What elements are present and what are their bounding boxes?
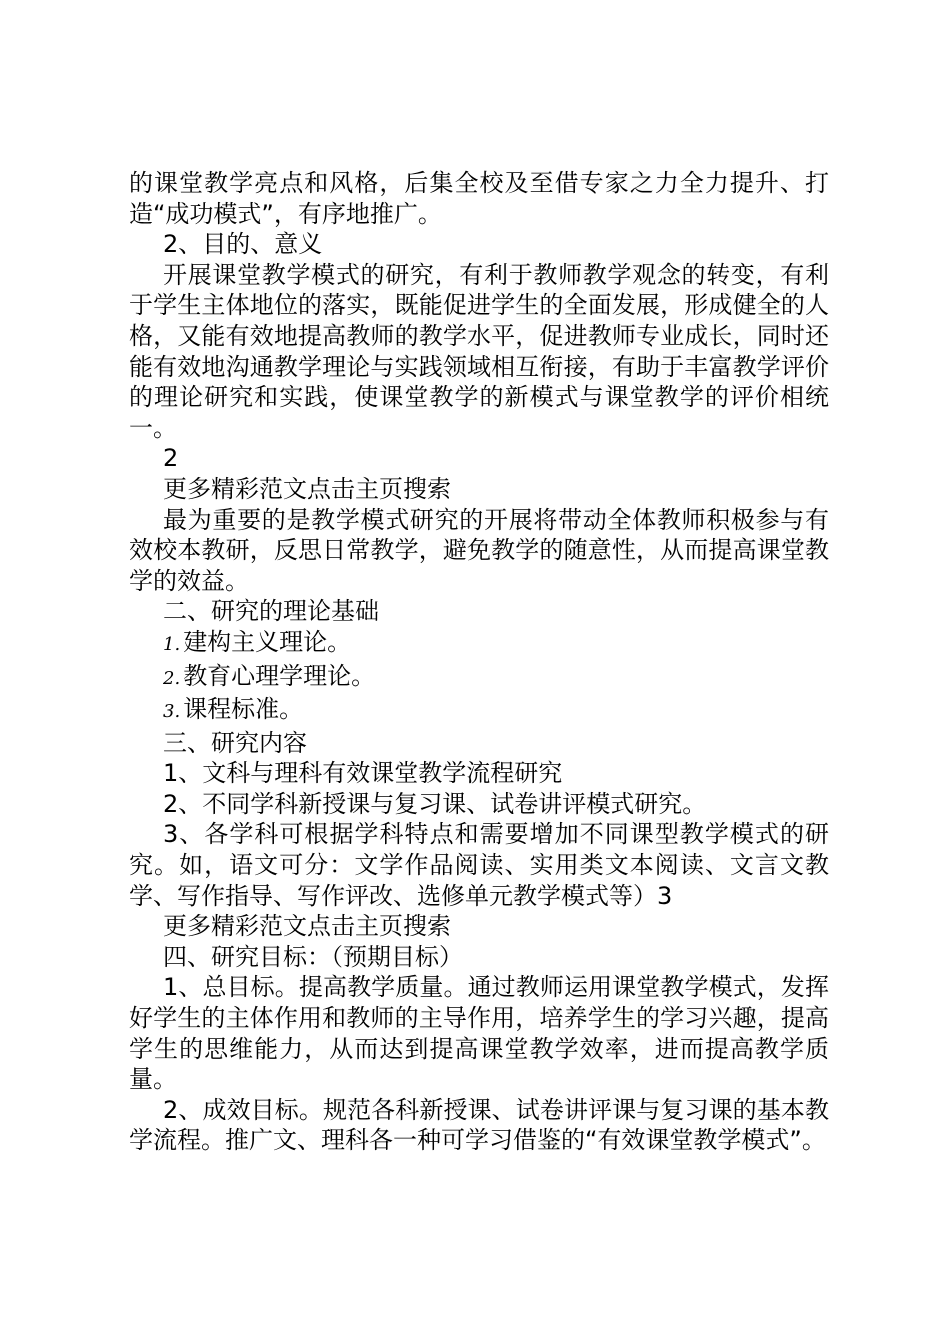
list-item-text: 课程标准。 — [183, 695, 304, 724]
section-heading-theory: 二、研究的理论基础 — [163, 597, 379, 626]
list-item-theory-1 — [129, 627, 829, 661]
promo-line: 更多精彩范文点击主页搜索 — [163, 474, 451, 503]
page-number: 2 — [163, 444, 179, 473]
paragraph-importance: 最为重要的是教学模式研究的开展将带动全体教师积极参与有效校本教研，反思日常教学，避免教学的随意性，从而提高课堂教学的效益。 — [129, 505, 829, 595]
list-item-theory-2 — [129, 661, 829, 695]
goal-item-1: 1、总目标。提高教学质量。通过教师运用课堂教学模式，发挥好学生的主体作用和教师的主导作用，培养学生的学习兴趣，提高学生的思维能力，从而达到提高课堂教学效率，进而提高教学质量。 — [129, 973, 829, 1094]
content-item-3: 3、各学科可根据学科特点和需要增加不同课型教学模式的研究。如，语文可分：文学作品阅读、实用类文本阅读、文言文教学、写作指导、写作评改、选修单元教学模式等）3 — [129, 820, 829, 910]
paragraph-purpose-body: 开展课堂教学模式的研究，有利于教师教学观念的转变，有利于学生主体地位的落实，既能促进学生的全面发展，形成健全的人格，又能有效地提高教师的教学水平，促进教师专业成长，同时还能有效地沟通教学理论与实践领域相互衔接，有助于丰富教学评价的理论研究和实践，使课堂教学的新模式与课堂教学的评价相统一。 — [129, 260, 829, 442]
list-item-theory-3 — [129, 694, 829, 728]
subsection-heading-purpose: 2、目的、意义 — [163, 230, 323, 259]
promo-line: 更多精彩范文点击主页搜索 — [163, 912, 451, 941]
section-heading-goals: 四、研究目标：（预期目标） — [163, 942, 463, 971]
content-item-2: 2、不同学科新授课与复习课、试卷讲评模式研究。 — [163, 789, 707, 818]
list-item-text: 建构主义理论。 — [183, 627, 352, 656]
document-body — [129, 168, 829, 1156]
goal-item-2: 2、成效目标。规范各科新授课、试卷讲评课与复习课的基本教学流程。推广文、理科各一种可学习借鉴的“有效课堂教学模式”。 — [129, 1095, 829, 1155]
section-heading-content: 三、研究内容 — [163, 728, 307, 757]
content-item-1: 1、文科与理科有效课堂教学流程研究 — [163, 759, 563, 788]
list-number: 3. — [163, 701, 181, 723]
list-number: 1. — [163, 633, 181, 655]
paragraph-continuation: 的课堂教学亮点和风格，后集全校及至借专家之力全力提升、打造“成功模式”，有序地推广。 — [129, 169, 829, 228]
list-number: 2. — [163, 667, 181, 689]
list-item-text: 教育心理学理论。 — [183, 661, 376, 690]
